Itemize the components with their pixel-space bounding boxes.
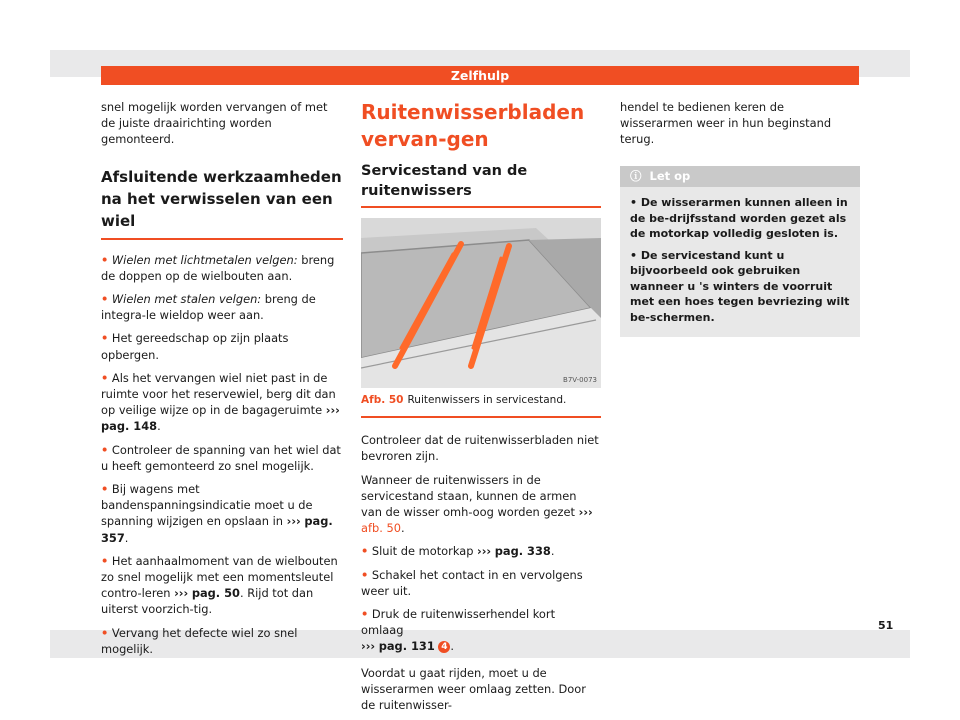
wiper-figure <box>361 218 601 388</box>
info-icon: ⓘ <box>630 168 642 183</box>
column-middle <box>361 99 601 720</box>
ref-arrow-icon: ››› <box>286 514 301 529</box>
figure-code: B7V-0073 <box>563 376 597 384</box>
bullet-icon: • <box>361 607 369 622</box>
section-heading: Servicestand van de ruitenwissers <box>361 161 601 208</box>
list-item: • Bij wagens met bandenspanningsindicatie moet u de spanning wijzigen en opslaan in ››› pag. 357. <box>101 482 333 545</box>
column-right <box>620 99 860 337</box>
ref-arrow-icon: ››› <box>174 586 189 601</box>
control-number-badge: 4 <box>438 641 450 653</box>
ref-arrow-icon: ››› <box>477 544 492 559</box>
paragraph: Controleer dat de ruitenwisserbladen niet bevroren zijn. <box>361 433 599 464</box>
chapter-title: Ruitenwisserbladen vervan-gen <box>361 100 585 151</box>
paragraph: hendel te bedienen keren de wisserarmen weer in hun beginstand terug. <box>620 100 832 147</box>
list-item: • Schakel het contact in en vervolgens weer uit. <box>361 567 583 598</box>
figure-link[interactable]: afb. 50 <box>361 521 401 536</box>
list-item: • Wielen met lichtmetalen velgen: breng de doppen op de wielbouten aan. <box>101 252 335 283</box>
list-item: • Sluit de motorkap ››› pag. 338. <box>361 544 555 559</box>
list-item: • Vervang het defecte wiel zo snel mogelijk. <box>101 625 298 656</box>
ref-arrow-icon: ››› <box>325 403 340 418</box>
note-body <box>620 187 860 337</box>
page-link[interactable]: pag. 338 <box>494 544 551 559</box>
intro-paragraph: snel mogelijk worden vervangen of met de juiste draairichting worden gemonteerd. <box>101 100 328 147</box>
page-link[interactable]: pag. 357 <box>101 514 333 545</box>
note-item: • De wisserarmen kunnen alleen in de be-drijfsstand worden gezet als de motorkap volledig gesloten is. <box>630 196 848 241</box>
page-link[interactable]: pag. 131 <box>378 639 435 654</box>
section-heading: Afsluitende werkzaamheden na het verwisselen van een wiel <box>101 166 343 240</box>
bullet-icon: • <box>101 252 109 267</box>
bullet-icon: • <box>361 544 369 559</box>
note-item: • De servicestand kunt u bijvoorbeeld ook gebruiken wanneer u 's winters de voorruit met een hoes tegen bevriezing wilt be-schermen. <box>630 248 850 324</box>
ref-arrow-icon: ››› <box>578 505 593 520</box>
list-item: • Druk de ruitenwisserhendel kort omlaag ››› pag. 131 4 . <box>361 607 556 654</box>
bullet-icon: • <box>101 292 109 307</box>
bullet-icon: • <box>361 567 369 582</box>
ref-arrow-icon: ››› <box>361 639 376 654</box>
bullet-icon: • <box>101 482 109 497</box>
list-item: • Het gereedschap op zijn plaats opbergen. <box>101 331 289 362</box>
paragraph: Voordat u gaat rijden, moet u de wisserarmen weer omlaag zetten. Door de ruitenwisser- <box>361 665 586 713</box>
list-item: • Controleer de spanning van het wiel dat u heeft gemonteerd zo snel mogelijk. <box>101 442 341 473</box>
bullet-icon: • <box>101 442 109 457</box>
note-box <box>620 166 860 338</box>
list-item: • Wielen met stalen velgen: breng de integra-le wieldop weer aan. <box>101 292 316 323</box>
page-number: 51 <box>878 619 894 632</box>
bullet-icon: • <box>101 625 109 640</box>
windshield-illustration <box>361 218 601 388</box>
list-item: • Als het vervangen wiel niet past in de ruimte voor het reservewiel, berg dit dan op veilige wijze op in de bagageruimte ››› pag. 148. <box>101 370 340 434</box>
column-left <box>101 99 343 664</box>
note-header: ⓘ Let op <box>620 166 860 188</box>
list-item: • Het aanhaalmoment van de wielbouten zo snel mogelijk met een momentsleutel contro-leren ››› pag. 50. Rijd tot dan uiterst voorzich-tig. <box>101 553 338 617</box>
page-link[interactable]: pag. 50 <box>191 586 240 601</box>
bullet-icon: • <box>101 553 109 568</box>
bullet-icon: • <box>101 370 109 385</box>
paragraph: Wanneer de ruitenwissers in de servicestand staan, kunnen de armen van de wisser omh-oog worden gezet ››› afb. 50. <box>361 472 593 536</box>
page-link[interactable]: pag. 148 <box>101 419 158 434</box>
figure-caption: Afb. 50 Ruitenwissers in servicestand. <box>361 388 601 418</box>
bullet-icon: • <box>101 331 109 346</box>
section-banner: Zelfhulp <box>101 66 859 85</box>
